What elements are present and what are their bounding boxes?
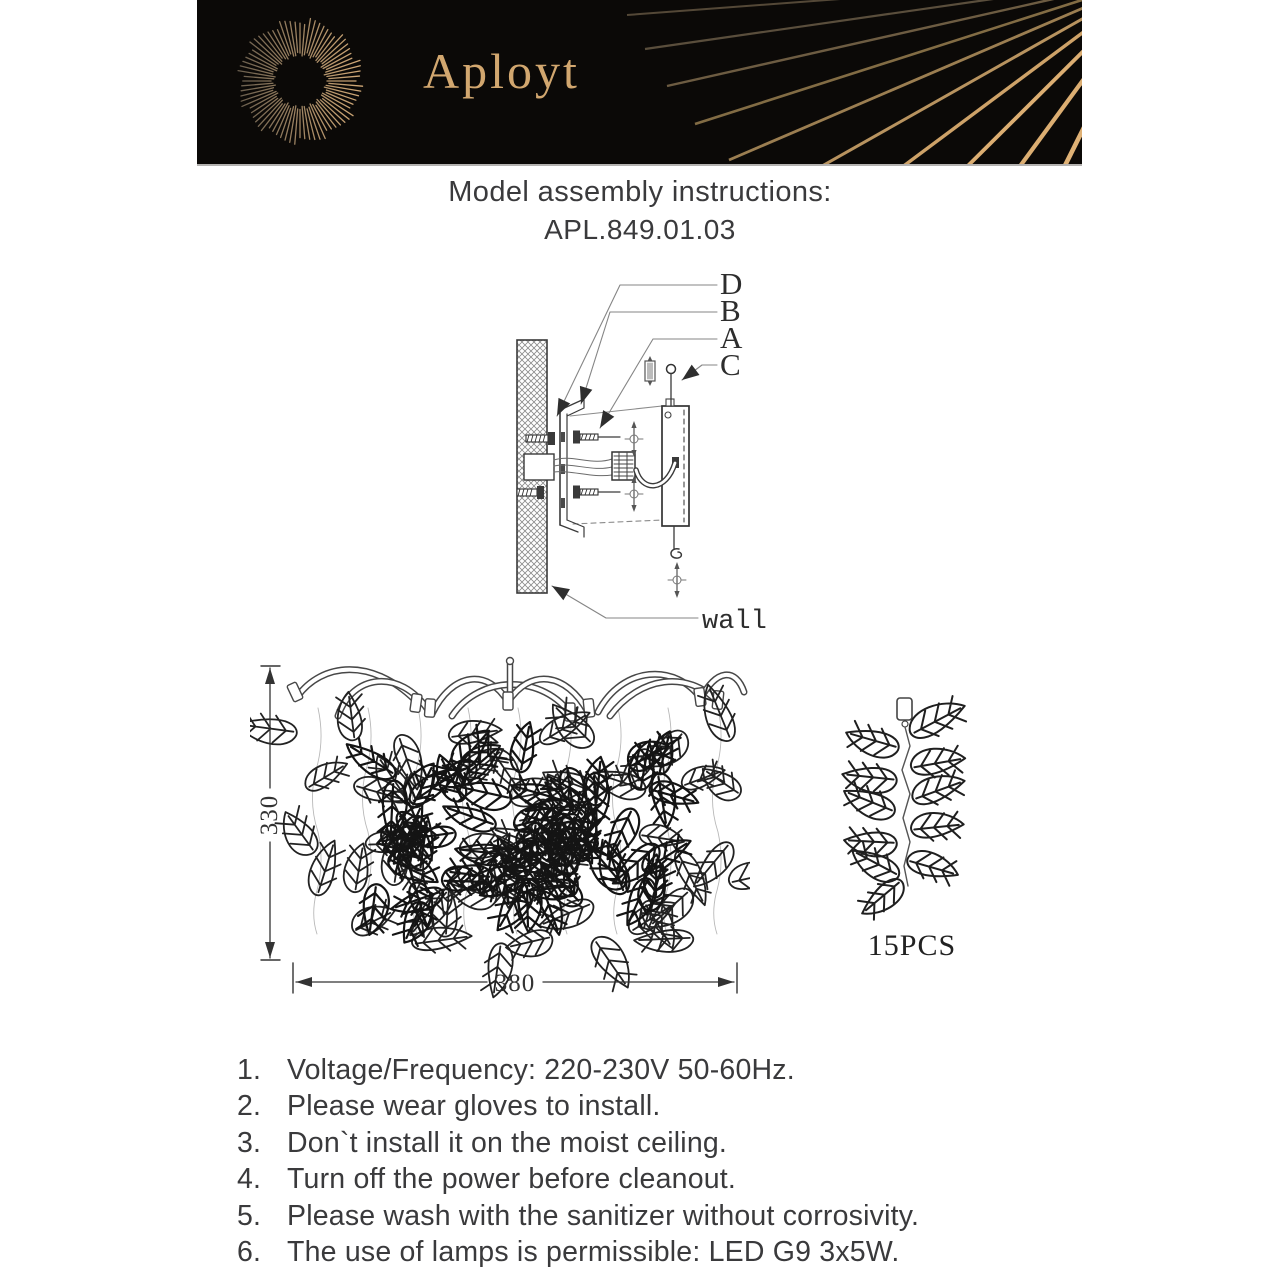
wall-mount-diagram <box>460 262 810 657</box>
item-text: Voltage/Frequency: 220-230V 50-60Hz. <box>287 1054 795 1086</box>
label-b: B <box>720 293 741 328</box>
brand-wordmark: Aployt <box>423 43 580 99</box>
list-item <box>237 1125 1197 1161</box>
item-text: Don`t install it on the moist ceiling. <box>287 1126 728 1159</box>
item-number: 6. <box>237 1236 262 1269</box>
pieces-count: 15PCS <box>867 929 957 962</box>
item-number: 5. <box>237 1199 262 1232</box>
item-text: Please wear gloves to install. <box>287 1090 661 1123</box>
leaf-strand-part <box>830 683 1010 968</box>
sunburst-logo-icon <box>238 18 362 144</box>
model-number: APL.849.01.03 <box>544 214 736 245</box>
rays-decoration-icon <box>627 0 1082 164</box>
item-text: Turn off the power before cleanout. <box>287 1163 737 1196</box>
item-number: 3. <box>237 1126 262 1159</box>
list-item <box>237 1052 1197 1088</box>
instruction-list <box>237 1052 1197 1270</box>
item-text: Please wash with the sanitizer without corrosivity. <box>287 1199 920 1232</box>
item-number: 2. <box>237 1090 262 1123</box>
label-c: C <box>720 347 741 382</box>
list-item <box>237 1161 1197 1197</box>
list-item <box>237 1088 1197 1124</box>
title-block <box>0 176 1280 246</box>
lamp-dimension-drawing <box>250 646 750 1006</box>
list-item <box>237 1198 1197 1234</box>
item-number: 4. <box>237 1163 262 1196</box>
list-item <box>237 1234 1197 1270</box>
label-a: A <box>720 320 743 355</box>
brand-header <box>197 0 1082 166</box>
item-text: The use of lamps is permissible: LED G9 3x5W. <box>287 1236 900 1269</box>
height-dimension: 330 <box>256 794 283 836</box>
item-number: 1. <box>237 1054 262 1086</box>
page-title: Model assembly instructions: <box>448 176 832 208</box>
header-decor <box>197 0 1082 164</box>
label-d: D <box>720 266 743 301</box>
width-dimension: 380 <box>494 970 536 997</box>
label-wall: wall <box>702 607 767 637</box>
